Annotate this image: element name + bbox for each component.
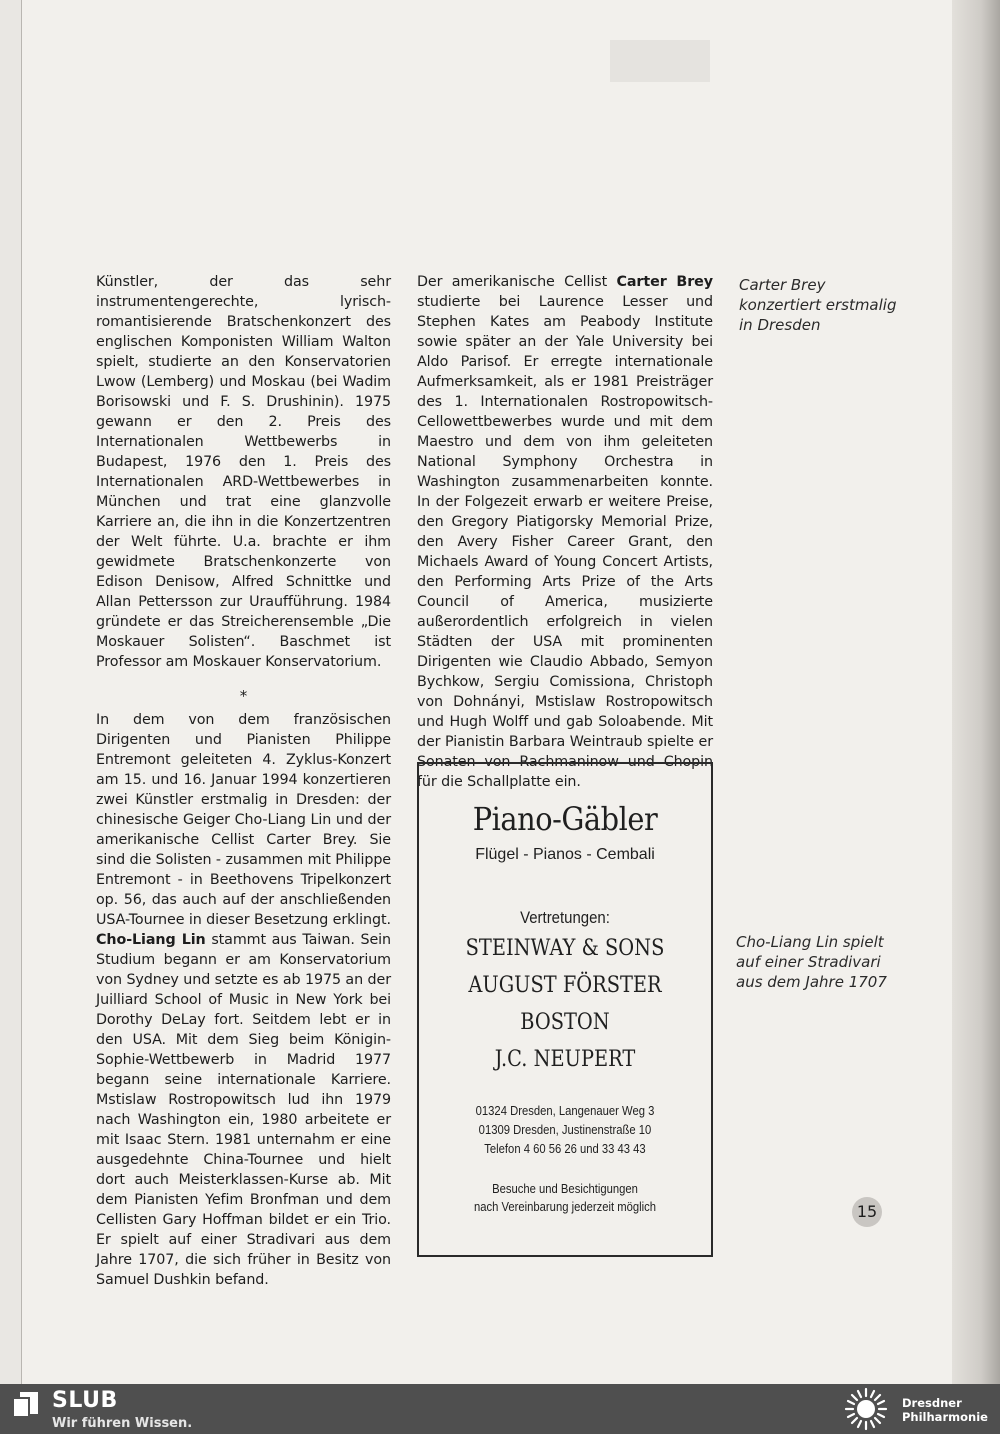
- text-column-right: [417, 272, 713, 792]
- ad-address: 01324 Dresden, Langenauer Weg 3 01309 Dresden, Justinenstraße 10 Telefon 4 60 56 26 und 33 43 43: [475, 1104, 655, 1156]
- ad-brand: J.C. NEUPERT: [494, 1047, 636, 1072]
- name-cho-liang-lin: Cho-Liang Lin: [96, 932, 206, 948]
- advertisement-piano-gaebler: [417, 762, 713, 1257]
- ad-representations-label: Vertretungen:: [520, 908, 610, 927]
- sidenote-carter-brey: Carter Brey konzertiert erstmalig in Dresden: [739, 276, 897, 334]
- section-separator: *: [239, 687, 248, 705]
- paragraph-baschmet: Künstler, der das sehr instrumentengerechte, lyrisch-romantisierende Bratschenkonzert des englischen Komponisten William Walton spielt, studierte an den Konservatorien Lwow (Lemberg) und Moskau (bei Wadim Borisowski und F. S. Drushinin). 1975 gewann er den 2. Preis des Internationalen Wettbewerbs in Budapest, 1976 den 1. Preis des Internationalen ARD-Wettbewerbes in München und trat eine glanzvolle Karriere an, die ihn in die Konzertzentren der Welt führte. U.a. brachte er ihm gewidmete Bratschenkonzerte von Edison Denisow, Alfred Schnittke und Allan Pettersson zur Uraufführung. 1984 gründete er das Streicherensemble „Die Moskauer Solisten“. Baschmet ist Professor am Moskauer Konservatorium.: [96, 274, 391, 670]
- slub-logo-name[interactable]: SLUB: [52, 1388, 118, 1413]
- ad-brand: STEINWAY & SONS: [465, 936, 665, 961]
- sidenote-cho-liang-lin: Cho-Liang Lin spielt auf einer Stradivari aus dem Jahre 1707: [736, 933, 887, 991]
- ad-visit-note: Besuche und Besichtigungen nach Vereinbarung jederzeit möglich: [474, 1182, 656, 1214]
- header-bleed-through: [610, 40, 710, 82]
- ad-brand: BOSTON: [520, 1010, 610, 1035]
- ad-subtitle: Flügel - Pianos - Cembali: [475, 846, 655, 863]
- dresdner-philharmonie-sunburst-icon[interactable]: [840, 1387, 892, 1431]
- ad-title: Piano-Gäbler: [472, 800, 658, 838]
- name-carter-brey: Carter Brey: [616, 274, 713, 290]
- paragraph-cho-liang-lin: Cho-Liang Lin stammt aus Taiwan. Sein Studium begann er am Konservatorium von Sydney und setzte es ab 1975 an der Juilliard School of Music in New York bei Dorothy DeLay fort. Seitdem lebt er in den USA. Mit dem Sieg beim Königin-Sophie-Wettbewerb in Madrid 1977 begann seine internationale Karriere. Mstislaw Rostropowitsch lud ihn 1979 nach Washington ein, 1980 arbeitete er mit Isaac Stern. 1981 unternahm er eine ausgedehnte China-Tournee und hielt dort auch Meisterklassen-Kurse ab. Mit dem Pianisten Yefim Bronfman und dem Cellisten Gary Hoffman bildet er ein Trio. Er spielt auf einer Stradivari aus dem Jahre 1707, die sich früher in Besitz von Samuel Dushkin befand.: [96, 932, 392, 1288]
- previous-page-edge: [0, 0, 22, 1384]
- text-column-left: [96, 272, 391, 1290]
- paragraph-carter-brey: Der amerikanische Cellist Carter Brey studierte bei Laurence Lesser und Stephen Kates am Peabody Institute sowie später an der Yale University bei Aldo Parisof. Er erregte internationale Aufmerksamkeit, als er 1981 Preisträger des 1. Internationalen Rostropowitsch-Cellowettbewerbes wurde und mit dem Maestro und dem von ihm geleiteten National Symphony Orchestra in Washington zusammenarbeiten konnte. In der Folgezeit erwarb er weitere Preise, den Gregory Piatigorsky Memorial Prize, den Avery Fisher Career Grant, den Michaels Award of Young Concert Artists, den Performing Arts Prize of the Arts Council of America, musizierte außerordentlich erfolgreich in vielen Städten der USA mit prominenten Dirigenten wie Claudio Abbado, Semyon Bychkow, Sergiu Comissiona, Christoph von Dohnányi, Mstislaw Rostropowitsch und Hugh Wolff und gab Soloabende. Mit der Pianistin Barbara Weintraub spielte er Sonaten von Rachmaninow und Chopin für die Schallplatte ein.: [417, 274, 713, 790]
- slub-tagline: Wir führen Wissen.: [52, 1416, 193, 1431]
- ad-brand: AUGUST FÖRSTER: [468, 973, 662, 998]
- page-number: 15: [852, 1197, 882, 1227]
- paragraph-concert-intro: In dem von dem französischen Dirigenten und Pianisten Philippe Entremont geleiteten 4. Zyklus-Konzert am 15. und 16. Januar 1994 konzertieren zwei Künstler erstmalig in Dresden: der chinesische Geiger Cho-Liang Lin und der amerikanische Cellist Carter Brey. Sie sind die Solisten - zusammen mit Philippe Entremont - in Beethovens Tripelkonzert op. 56, das auch auf der anschließenden USA-Tournee in dieser Besetzung erklingt.: [96, 712, 391, 928]
- slub-logo-icon[interactable]: [12, 1392, 38, 1418]
- page-stack-edge: [952, 0, 1000, 1384]
- dresdner-philharmonie-name[interactable]: Dresdner Philharmonie: [902, 1396, 988, 1424]
